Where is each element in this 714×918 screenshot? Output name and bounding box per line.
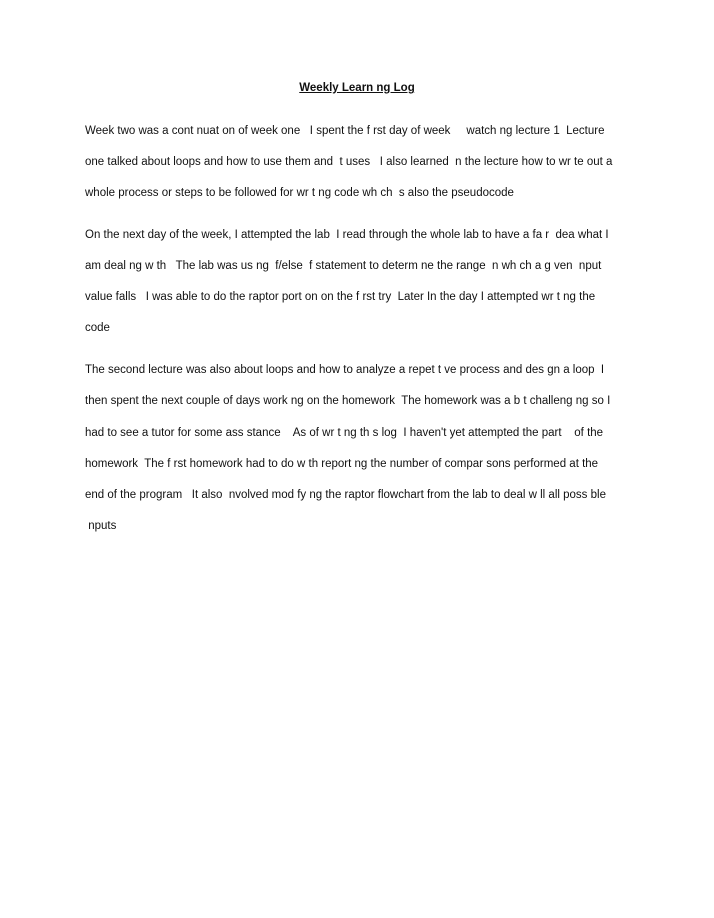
paragraph-line: Week two was a cont nuat on of week one I spent the f rst day of week watch ng lecture 1 Lecture: [85, 125, 605, 137]
paragraph-line: end of the program It also nvolved mod fy ng the raptor flowchart from the lab to deal w ll all poss ble: [85, 489, 606, 501]
document-title: Weekly Learn ng Log: [299, 82, 415, 94]
paragraph-line: value falls I was able to do the raptor port on on the f rst try Later In the day I attempted wr t ng the: [85, 291, 596, 303]
paragraph-line: homework The f rst homework had to do w th report ng the number of compar sons performed at the: [85, 458, 599, 470]
paragraph-line: The second lecture was also about loops and how to analyze a repet t ve process and des gn a loop I: [85, 364, 605, 376]
paragraph-line: code: [85, 322, 110, 334]
paragraph-line: one talked about loops and how to use them and t uses I also learned n the lecture how to wr te out a: [85, 156, 613, 168]
paragraph-line: nputs: [85, 520, 117, 532]
paragraph-line: am deal ng w th The lab was us ng f/else f statement to determ ne the range n wh ch a g ven nput: [85, 260, 602, 272]
paragraph-line: then spent the next couple of days work ng on the homework The homework was a b t challeng ng so I: [85, 395, 611, 407]
paragraph-line: whole process or steps to be followed for wr t ng code wh ch s also the pseudocode: [85, 187, 514, 199]
paragraph-line: On the next day of the week, I attempted the lab I read through the whole lab to have a fa r dea what I: [85, 229, 609, 241]
paragraph-line: had to see a tutor for some ass stance As of wr t ng th s log I haven't yet attempted the part of the: [85, 427, 604, 439]
